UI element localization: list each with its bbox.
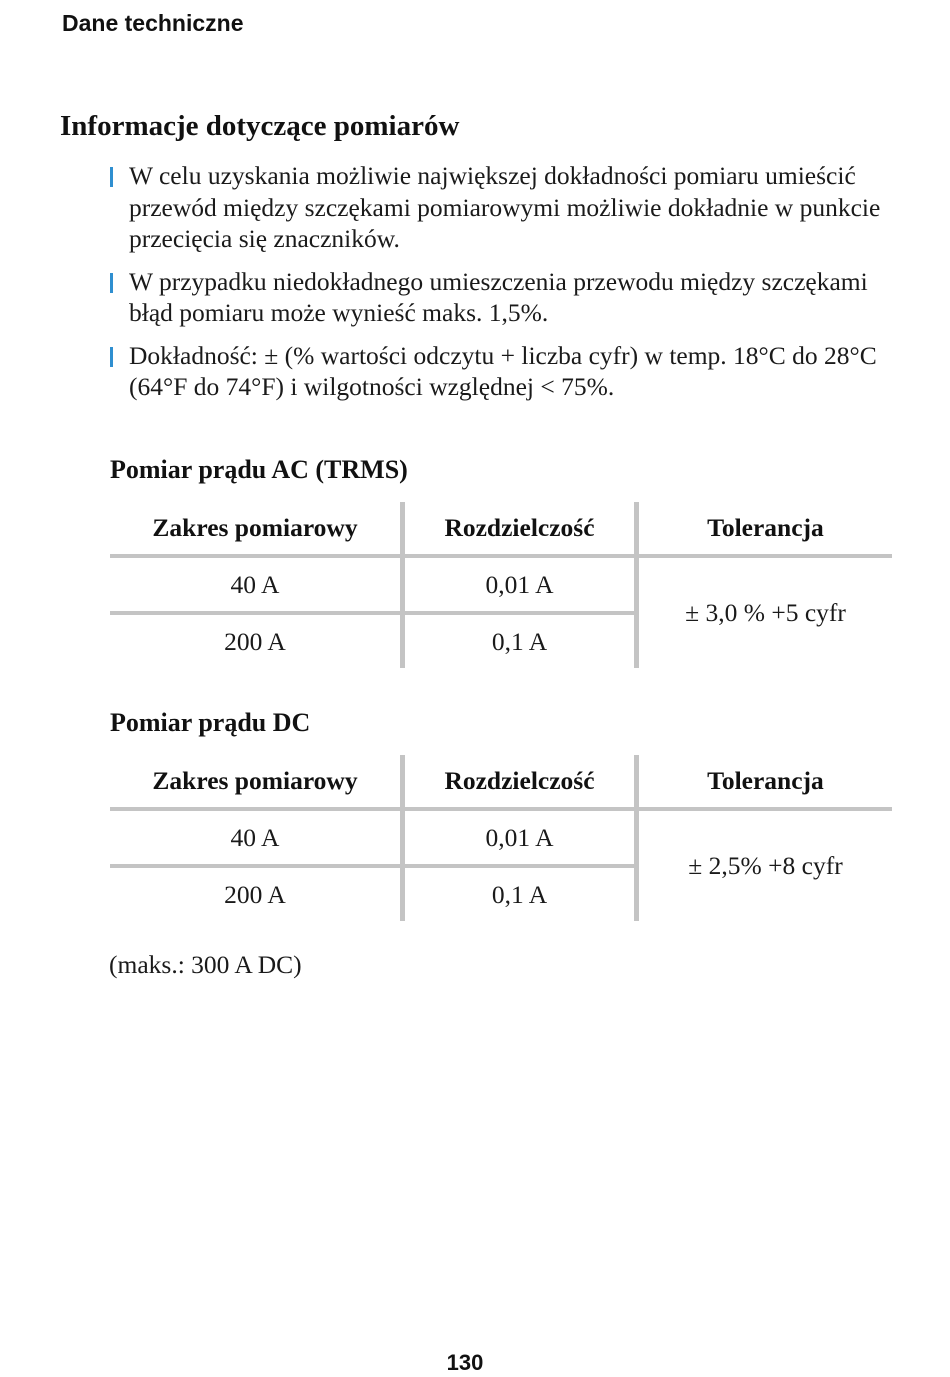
column-header-tolerance: Tolerancja bbox=[707, 766, 824, 795]
column-header-tolerance: Tolerancja bbox=[707, 513, 824, 542]
section-title: Informacje dotyczące pomiarów bbox=[60, 110, 460, 142]
table-cell-resolution: 0,01 A bbox=[485, 569, 554, 599]
bullet-item bbox=[108, 340, 888, 403]
table-cell-range: 200 A bbox=[224, 626, 286, 656]
table-cell-range: 40 A bbox=[230, 569, 280, 599]
column-header-range: Zakres pomiarowy bbox=[152, 766, 358, 795]
column-header-resolution: Rozdzielczość bbox=[444, 513, 595, 542]
bullet-marker bbox=[110, 167, 113, 187]
table-cell-range: 200 A bbox=[224, 879, 286, 909]
column-header-range: Zakres pomiarowy bbox=[152, 513, 358, 542]
table-cell-tolerance: ± 3,0 % +5 cyfr bbox=[685, 598, 846, 627]
bullet-marker bbox=[110, 347, 113, 367]
bullet-text: Dokładność: ± (% wartości odczytu + liczba cyfr) w temp. 18°C do 28°C (64°F do 74°F) i wilgotności względnej < 75%. bbox=[129, 340, 877, 401]
bullet-list bbox=[108, 160, 888, 414]
page-number: 130 bbox=[446, 1350, 484, 1375]
bullet-marker bbox=[110, 273, 113, 293]
table-cell-resolution: 0,01 A bbox=[485, 822, 554, 852]
running-header: Dane techniczne bbox=[62, 10, 244, 36]
bullet-item bbox=[108, 266, 888, 329]
bullet-item bbox=[108, 160, 888, 255]
dc-table-title: Pomiar prądu DC bbox=[110, 708, 311, 737]
column-header-resolution: Rozdzielczość bbox=[444, 766, 595, 795]
table-cell-resolution: 0,1 A bbox=[491, 879, 548, 909]
ac-table-title: Pomiar prądu AC (TRMS) bbox=[110, 455, 408, 484]
bullet-text: W celu uzyskania możliwie największej dokładności pomiaru umieścić przewód między szczękami pomiarowymi możliwie dokładnie w punkcie przecięcia się znaczników. bbox=[129, 161, 881, 253]
table-cell-tolerance: ± 2,5% +8 cyfr bbox=[688, 851, 843, 880]
max-current-note: (maks.: 300 A DC) bbox=[109, 950, 302, 979]
bullet-text: W przypadku niedokładnego umieszczenia przewodu między szczękami błąd pomiaru może wynieść maks. 1,5%. bbox=[129, 266, 868, 327]
table-cell-range: 40 A bbox=[230, 822, 280, 852]
table-cell-resolution: 0,1 A bbox=[491, 626, 548, 656]
